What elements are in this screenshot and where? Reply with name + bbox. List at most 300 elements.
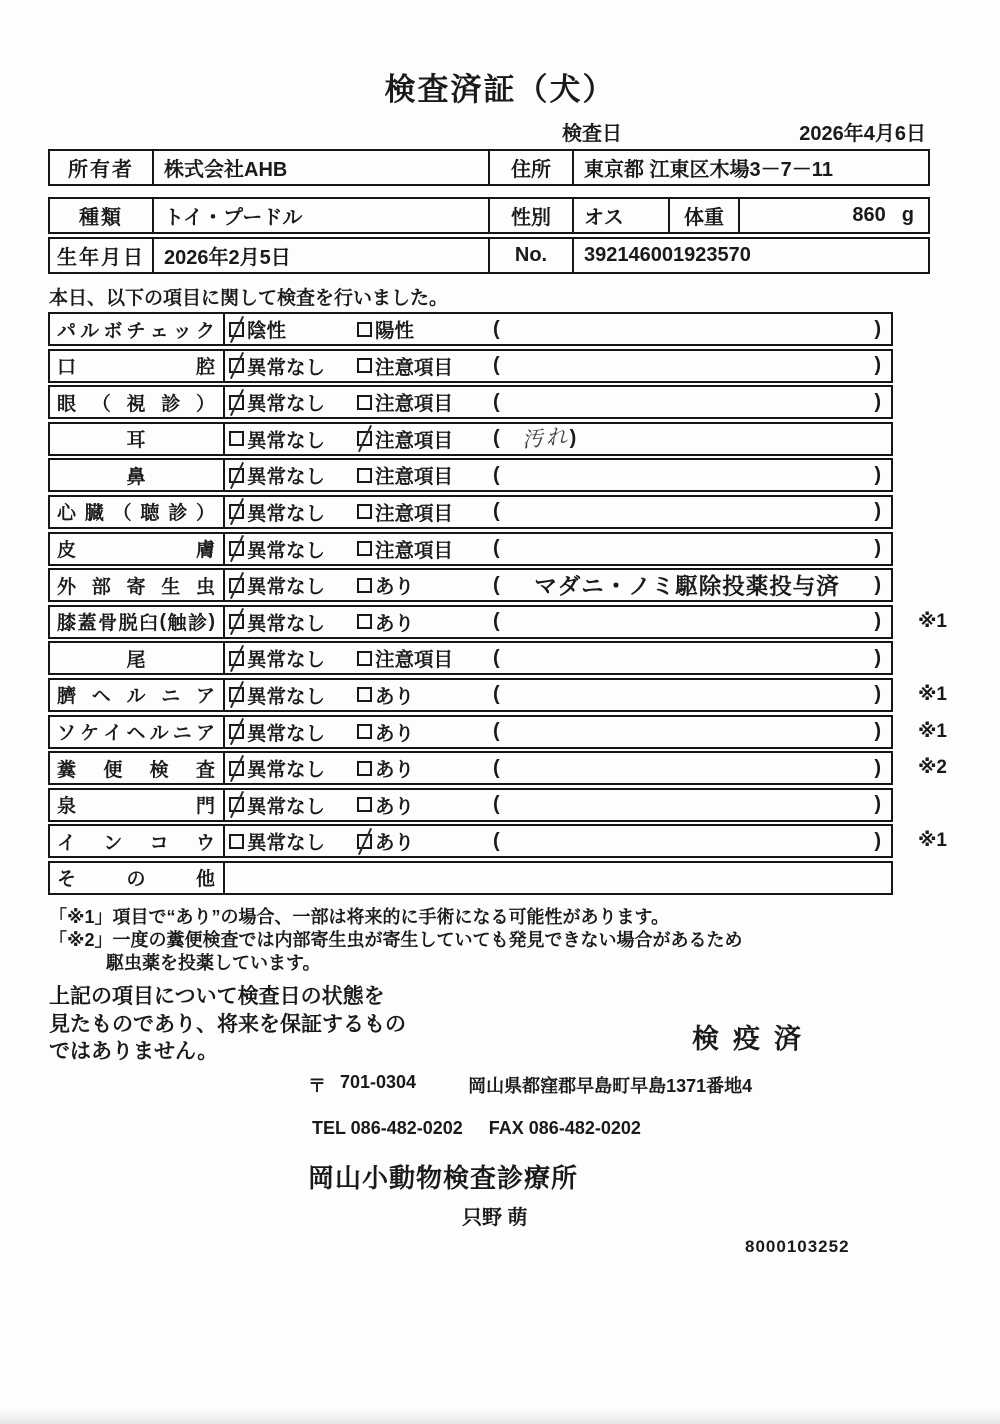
- serial-number: 8000103252: [745, 1237, 850, 1256]
- result-field: [493, 318, 891, 341]
- check-mark: [358, 425, 372, 452]
- result-field: [493, 683, 891, 706]
- check-mark: [230, 535, 244, 562]
- row-footnote-ref: ※1: [917, 610, 947, 632]
- checkbox-icon: [357, 322, 372, 337]
- option-2-label: 注意項目: [375, 393, 454, 416]
- exam-item-label: [50, 497, 225, 527]
- close-paren: ): [874, 390, 881, 413]
- label-char: ケ: [80, 723, 100, 745]
- result-field: [493, 793, 891, 816]
- exam-item-label: [50, 460, 225, 490]
- footnote-1: 「※1」項目で“あり”の場合、一部は将来的に手術になる可能性があります。: [49, 907, 670, 927]
- checkbox-icon: [357, 358, 372, 373]
- checkbox-icon: [357, 614, 372, 629]
- label-char: ン: [103, 832, 123, 854]
- result-field: [493, 391, 891, 414]
- weight-cell: [740, 199, 928, 232]
- open-paren: (: [493, 573, 500, 596]
- check-mark: [230, 498, 244, 525]
- footnote-2-continued: 駆虫薬を投薬しています。: [106, 953, 321, 973]
- open-paren: (: [493, 317, 500, 340]
- check-mark: [230, 645, 244, 672]
- checklist-row: [48, 788, 893, 822]
- checkbox-icon: [229, 724, 244, 739]
- exam-item-label: [50, 790, 225, 820]
- close-paren: ): [874, 829, 881, 852]
- check-mark: [230, 315, 244, 342]
- disclaimer: [49, 983, 406, 1066]
- label-char: 臼: [139, 613, 159, 635]
- option-1-label: 異常なし: [247, 612, 326, 635]
- footnotes: [49, 906, 743, 975]
- label-char: ェ: [149, 320, 169, 342]
- option-1-label: 異常なし: [247, 429, 326, 452]
- label-char: 心: [57, 503, 77, 525]
- checkbox-icon: [229, 797, 244, 812]
- checkbox-icon: [229, 431, 244, 446]
- option-1: [229, 535, 357, 563]
- option-1: [229, 644, 357, 672]
- checkbox-icon: [229, 834, 244, 849]
- label-char: （: [91, 393, 111, 415]
- checklist-row: [48, 861, 893, 895]
- option-1-label: 異常なし: [247, 722, 326, 745]
- open-paren: (: [493, 354, 500, 377]
- birth-label: 生年月日: [50, 239, 154, 272]
- checkbox-icon: [357, 687, 372, 702]
- check-mark: [230, 791, 244, 818]
- label-char: ウ: [195, 832, 215, 854]
- option-1-label: 陰性: [247, 320, 287, 342]
- close-paren: ): [874, 573, 881, 596]
- label-char: コ: [149, 832, 169, 854]
- option-1-label: 異常なし: [247, 649, 326, 672]
- exam-item-options: [225, 497, 891, 527]
- option-1-label: 異常なし: [247, 685, 326, 708]
- exam-item-label: [50, 424, 225, 454]
- label-char: 査: [195, 759, 215, 781]
- open-paren: (: [493, 463, 500, 486]
- checkbox-icon: [357, 541, 372, 556]
- label-char: ): [208, 610, 215, 632]
- close-paren: ): [874, 646, 881, 669]
- label-char: 皮: [57, 540, 77, 562]
- checklist-table: [48, 312, 947, 898]
- result-field: [493, 354, 891, 377]
- option-2: [357, 315, 493, 343]
- inspector-name: 只野 萌: [462, 1207, 528, 1229]
- open-paren: (: [493, 610, 500, 633]
- checkbox-icon: [357, 761, 372, 776]
- label-char: ボ: [103, 320, 123, 342]
- label-char: 他: [195, 869, 215, 891]
- option-1-label: 異常なし: [247, 576, 326, 599]
- check-mark: [230, 681, 244, 708]
- checkbox-icon: [229, 614, 244, 629]
- checkbox-icon: [357, 651, 372, 666]
- exam-item-options: [225, 717, 891, 747]
- address-label: 住所: [490, 151, 574, 184]
- breed-value: トイ・プードル: [154, 199, 490, 232]
- checklist-row: [48, 824, 947, 858]
- option-2-label: 注意項目: [375, 502, 454, 525]
- result-field: [493, 537, 891, 560]
- close-paren: ): [874, 683, 881, 706]
- label-char: 膝: [57, 613, 77, 635]
- open-paren: (: [493, 793, 500, 816]
- checkbox-icon: [357, 797, 372, 812]
- disclaimer-line-3: ではありません。: [49, 1040, 219, 1063]
- option-1-label: 異常なし: [247, 759, 326, 782]
- check-mark: [230, 718, 244, 745]
- option-2: [357, 352, 493, 380]
- option-1: [229, 352, 357, 380]
- weight-value: 860: [852, 204, 886, 226]
- exam-item-label: [50, 351, 225, 381]
- option-2-label: 陽性: [375, 320, 415, 342]
- open-paren: (: [493, 500, 500, 523]
- label-char: 虫: [195, 576, 215, 598]
- checkbox-icon: [229, 651, 244, 666]
- option-2: [357, 388, 493, 416]
- label-char: ）: [195, 503, 215, 525]
- option-2-label: あり: [375, 832, 415, 855]
- exam-item-label: [50, 314, 225, 344]
- label-char: そ: [57, 869, 77, 891]
- label-char: ヘ: [126, 723, 146, 745]
- option-1-label: 異常なし: [247, 502, 326, 525]
- option-1-label: 異常なし: [247, 356, 326, 379]
- owner-table: [48, 149, 930, 189]
- check-mark: [230, 462, 244, 489]
- postal-code: 701-0304: [340, 1072, 417, 1092]
- option-2-label: あり: [375, 685, 415, 708]
- label-char: ）: [195, 393, 215, 415]
- result-field: [493, 647, 891, 670]
- sex-value: オス: [574, 199, 670, 232]
- exam-item-options: [225, 753, 891, 783]
- clinic-postal-line: [308, 1072, 752, 1098]
- exam-item-label: [50, 680, 225, 710]
- label-char: ア: [195, 686, 215, 708]
- option-2: [357, 718, 493, 746]
- label-char: 診: [188, 613, 208, 635]
- checkbox-icon: [229, 358, 244, 373]
- exam-item-label: [50, 534, 225, 564]
- label-char: パ: [57, 320, 77, 342]
- exam-item-label: [50, 863, 225, 893]
- exam-item-label: [50, 826, 225, 856]
- exam-item-label: [50, 607, 225, 637]
- option-2-label: あり: [375, 795, 415, 818]
- result-field: [493, 464, 891, 487]
- clinic-tel-line: [312, 1118, 641, 1139]
- check-mark: [230, 389, 244, 416]
- clinic-tel: TEL 086-482-0202: [312, 1118, 463, 1138]
- checklist-row: [48, 641, 893, 675]
- label-char: 口: [57, 357, 77, 379]
- breed-row: [48, 197, 930, 234]
- option-2-label: 注意項目: [375, 649, 454, 672]
- exam-item-label: [50, 717, 225, 747]
- checkbox-icon: [357, 578, 372, 593]
- open-paren: (: [493, 646, 500, 669]
- checkbox-icon: [357, 468, 372, 483]
- checklist-row: [48, 605, 947, 639]
- clinic-name: 岡山小動物検査診療所: [308, 1163, 579, 1193]
- open-paren: (: [493, 720, 500, 743]
- label-char: ア: [195, 723, 215, 745]
- option-2: [357, 498, 493, 526]
- exam-item-options: [225, 460, 891, 490]
- scan-shadow-artifact: [0, 1408, 1000, 1424]
- checklist-row: [48, 532, 893, 566]
- exam-item-options: [225, 424, 891, 454]
- checkbox-icon: [357, 395, 372, 410]
- option-2: [357, 644, 493, 672]
- exam-item-options: [225, 680, 891, 710]
- checkbox-icon: [229, 541, 244, 556]
- footnote-2: 「※2」一度の糞便検査では内部寄生虫が寄生していても発見できない場合があるため: [49, 930, 743, 950]
- label-char: 眼: [57, 393, 77, 415]
- label-char: 糞: [57, 759, 77, 781]
- check-mark: [358, 828, 372, 855]
- label-char: 臓: [84, 503, 104, 525]
- checkbox-icon: [357, 504, 372, 519]
- label-char: ル: [149, 723, 169, 745]
- close-paren: ): [569, 427, 577, 450]
- disclaimer-line-2: 見たものであり、将来を保証するもの: [49, 1012, 406, 1036]
- checkbox-icon: [229, 395, 244, 410]
- option-2-label: 注意項目: [375, 429, 454, 452]
- checkbox-icon: [357, 834, 372, 849]
- exam-item-label: [50, 570, 225, 600]
- checkbox-icon: [229, 687, 244, 702]
- row-footnote-ref: ※2: [917, 757, 947, 779]
- label-char: ッ: [172, 320, 192, 342]
- label-char: 骨: [98, 613, 118, 635]
- close-paren: ): [874, 720, 881, 743]
- exam-item-options: [225, 790, 891, 820]
- label-char: イ: [103, 723, 123, 745]
- close-paren: ): [874, 610, 881, 633]
- close-paren: ): [874, 756, 881, 779]
- checklist-row: [48, 751, 947, 785]
- exam-item-options: [225, 863, 891, 893]
- option-1: [229, 754, 357, 782]
- label-char: 門: [195, 796, 215, 818]
- close-paren: ): [874, 463, 881, 486]
- option-1-label: 異常なし: [247, 393, 326, 416]
- label-char: 聴: [140, 503, 160, 525]
- option-2-label: 注意項目: [375, 539, 454, 562]
- sex-label: 性別: [490, 199, 574, 232]
- label-char: 膚: [195, 540, 215, 562]
- owner-value: 株式会社AHB: [154, 151, 490, 184]
- exam-item-options: [225, 826, 891, 856]
- close-paren: ): [874, 317, 881, 340]
- close-paren: ): [874, 500, 881, 523]
- owner-row: [48, 149, 930, 186]
- exam-item-options: [225, 387, 891, 417]
- exam-item-label: [50, 387, 225, 417]
- birth-value: 2026年2月5日: [154, 239, 490, 272]
- weight-unit: g: [901, 204, 914, 226]
- checklist-row: [48, 312, 893, 346]
- exam-item-label: [50, 643, 225, 673]
- option-1: [229, 827, 357, 855]
- option-1-label: 異常なし: [247, 466, 326, 489]
- label-char: 蓋: [77, 613, 97, 635]
- checklist-row: [48, 385, 893, 419]
- option-2: [357, 754, 493, 782]
- label-char: ソ: [57, 723, 77, 745]
- result-field: [493, 424, 891, 454]
- result-value: 汚れ: [520, 424, 571, 452]
- option-1: [229, 791, 357, 819]
- inspection-date-label: 検査日: [562, 123, 622, 145]
- clinic-fax: FAX 086-482-0202: [488, 1118, 641, 1138]
- label-char: ニ: [172, 723, 192, 745]
- check-mark: [230, 755, 244, 782]
- exam-item-options: [225, 351, 891, 381]
- owner-label: 所有者: [50, 151, 154, 184]
- option-1: [229, 315, 357, 343]
- label-char: 脱: [118, 613, 138, 635]
- option-1-label: 異常なし: [247, 539, 326, 562]
- option-1: [229, 498, 357, 526]
- address-value: 東京都 江東区木場3－7－11: [584, 159, 833, 181]
- label-char: 臍: [57, 686, 77, 708]
- no-label: No.: [490, 239, 574, 272]
- check-mark: [230, 608, 244, 635]
- label-char: 寄: [126, 576, 146, 598]
- label-char: ル: [80, 320, 100, 342]
- option-2: [357, 571, 493, 599]
- open-paren: (: [493, 427, 500, 450]
- label-char: 耳: [126, 430, 146, 452]
- result-value: マダニ・ノミ駆除投薬投与済: [534, 574, 840, 600]
- option-2: [357, 535, 493, 563]
- option-2-label: あり: [375, 612, 415, 635]
- option-1: [229, 388, 357, 416]
- checklist-row: [48, 678, 947, 712]
- label-char: 診: [161, 393, 181, 415]
- checkbox-icon: [357, 431, 372, 446]
- option-2: [357, 791, 493, 819]
- row-footnote-ref: ※1: [917, 720, 947, 742]
- exam-item-options: [225, 607, 891, 637]
- option-1-label: 異常なし: [247, 832, 326, 855]
- disclaimer-line-1: 上記の項目について検査日の状態を: [49, 985, 385, 1008]
- option-1: [229, 571, 357, 599]
- option-1: [229, 425, 357, 453]
- label-char: 部: [91, 576, 111, 598]
- check-mark: [230, 572, 244, 599]
- checkbox-icon: [229, 468, 244, 483]
- exam-item-label: [50, 753, 225, 783]
- animal-table: [48, 197, 930, 277]
- option-2-label: 注意項目: [375, 466, 454, 489]
- option-2-label: あり: [375, 722, 415, 745]
- breed-label: 種類: [50, 199, 154, 232]
- checklist-row: [48, 422, 893, 456]
- result-field: [493, 569, 891, 601]
- label-char: イ: [57, 832, 77, 854]
- result-field: [493, 500, 891, 523]
- clinic-address: 岡山県都窪郡早島町早島1371番地4: [468, 1076, 753, 1096]
- checkbox-icon: [229, 322, 244, 337]
- option-2: [357, 827, 493, 855]
- label-char: ニ: [161, 686, 181, 708]
- label-char: 便: [103, 759, 123, 781]
- check-mark: [230, 352, 244, 379]
- label-char: チ: [126, 320, 146, 342]
- row-footnote-ref: ※1: [917, 683, 947, 705]
- page-title: 検査済証（犬）: [384, 72, 616, 107]
- weight-label: 体重: [670, 199, 740, 232]
- option-2: [357, 608, 493, 636]
- open-paren: (: [493, 390, 500, 413]
- close-paren: ): [874, 354, 881, 377]
- label-char: 鼻: [126, 466, 146, 488]
- result-field: [493, 610, 891, 633]
- label-char: 泉: [57, 796, 77, 818]
- option-2-label: あり: [375, 759, 415, 782]
- label-char: 視: [126, 393, 146, 415]
- option-1: [229, 681, 357, 709]
- label-char: 検: [149, 759, 169, 781]
- no-value: 392146001923570: [584, 244, 751, 266]
- exam-item-options: [225, 570, 891, 600]
- label-char: （: [112, 503, 132, 525]
- open-paren: (: [493, 683, 500, 706]
- option-2: [357, 425, 493, 453]
- close-paren: ): [874, 537, 881, 560]
- option-1: [229, 461, 357, 489]
- postal-mark-icon: 〒: [308, 1076, 326, 1096]
- open-paren: (: [493, 756, 500, 779]
- checkbox-icon: [357, 724, 372, 739]
- checklist-row: [48, 495, 893, 529]
- option-1: [229, 608, 357, 636]
- checkbox-icon: [229, 504, 244, 519]
- option-1-label: 異常なし: [247, 795, 326, 818]
- exam-item-options: [225, 534, 891, 564]
- exam-item-options: [225, 314, 891, 344]
- intro-text: 本日、以下の項目に関して検査を行いました。: [49, 288, 449, 309]
- checklist-row: [48, 349, 893, 383]
- exam-item-options: [225, 643, 891, 673]
- option-2: [357, 681, 493, 709]
- open-paren: (: [493, 829, 500, 852]
- label-char: の: [126, 869, 146, 891]
- checkbox-icon: [229, 761, 244, 776]
- option-1: [229, 718, 357, 746]
- checklist-row: [48, 715, 947, 749]
- label-char: 生: [161, 576, 181, 598]
- result-field: [493, 830, 891, 853]
- checklist-row: [48, 568, 893, 602]
- inspection-date-value: 2026年4月6日: [799, 123, 926, 145]
- quarantine-stamp: 検疫済: [692, 1024, 815, 1054]
- open-paren: (: [493, 537, 500, 560]
- label-char: 触: [167, 613, 187, 635]
- option-2: [357, 461, 493, 489]
- label-char: (: [159, 610, 166, 632]
- result-field: [493, 757, 891, 780]
